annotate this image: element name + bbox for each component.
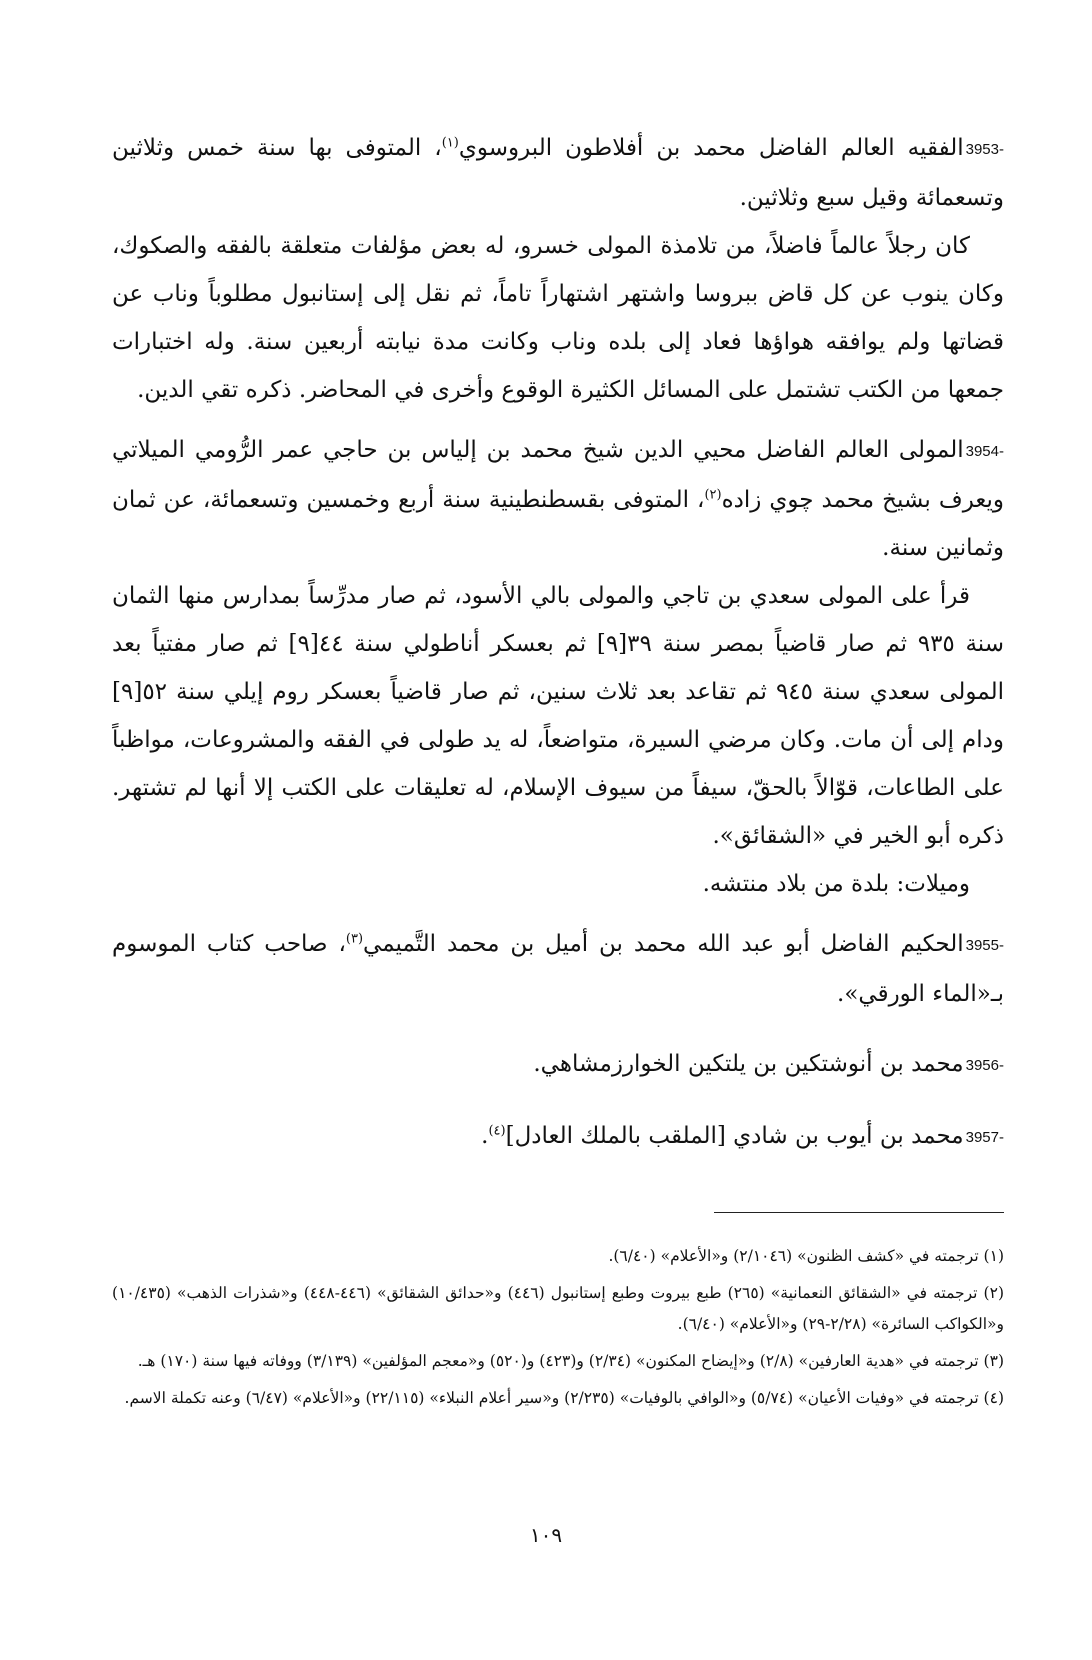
entry-heading — [112, 920, 1004, 1018]
entry-title-rest: ، المتوفى بها سنة خمس وثلاثين وتسعمائة وقيل سبع وثلاثين. — [112, 135, 1004, 211]
footnote-ref[interactable]: (٢) — [704, 487, 722, 503]
entry-title: الفقيه العالم الفاضل محمد بن أفلاطون البروسوي — [458, 135, 964, 161]
footnote: (١) ترجمته في «كشف الظنون» (٢/١٠٤٦) و«الأعلام» (٦/٤٠). — [608, 1247, 1004, 1265]
entry-title-rest: ، صاحب كتاب الموسوم بـ«الماء الورقي». — [112, 931, 1004, 1007]
entry-paragraph: كان رجلاً عالماً فاضلاً، من تلامذة المولى خسرو، له بعض مؤلفات متعلقة بالفقه والصكوك، وكان ينوب عن كل قاض ببروسا واشتهر اشتهاراً تاماً، ثم نقل إلى إستانبول مطلوباً وناب عن قضاتها ولم يوافقه هواؤها فعاد إلى بلده وناب وكانت مدة نيابته أربعين سنة. وله اختبارات جمعها من الكتب تشتمل على المسائل الكثيرة الوقوع وأخرى في المحاضر. ذكره تقي الدين. — [112, 233, 1004, 403]
entry-3957 — [112, 1112, 1004, 1162]
entry-3956 — [112, 1040, 1004, 1090]
entry-title-rest: ، المتوفى بقسطنطينية سنة أربع وخمسين وتسعمائة، عن ثمان وثمانين سنة. — [112, 487, 1004, 561]
footnote-ref[interactable]: (١) — [441, 135, 459, 151]
footnote: (٣) ترجمته في «هدية العارفين» (٢/٨) و«إيضاح المكنون» (٢/٣٤) و(٤٢٣) و(٥٢٠) و«معجم المؤلفين» (٣/١٣٩) ووفاته فيها سنة (١٧٠) هـ. — [137, 1352, 1004, 1370]
entry-3955 — [112, 920, 1004, 1018]
entry-number: 3953- — [965, 141, 1004, 158]
entry-title-rest: . — [481, 1123, 489, 1149]
entry-paragraph: وميلات: بلدة من بلاد منتشه. — [702, 871, 970, 897]
entry-heading — [112, 1040, 1004, 1090]
entry-heading — [112, 124, 1004, 222]
entry-heading — [112, 1112, 1004, 1162]
entry-number: 3956- — [965, 1057, 1004, 1074]
entry-title: محمد بن أنوشتكين بن يلتكين الخوارزمشاهي. — [533, 1051, 964, 1077]
entry-title: الحكيم الفاضل أبو عبد الله محمد بن أميل بن محمد التَّميمي — [363, 931, 964, 957]
page-number: ١٠٩ — [529, 1523, 563, 1547]
entry-number: 3955- — [965, 937, 1004, 954]
footnotes — [112, 1241, 1004, 1414]
footnote: (٤) ترجمته في «وفيات الأعيان» (٥/٧٤) و«الوافي بالوفيات» (٢/٢٣٥) و«سير أعلام النبلاء» (٢٢/١١٥) و«الأعلام» (٦/٤٧) وعنه تكملة الاسم. — [124, 1389, 1004, 1407]
entry-number: 3957- — [965, 1129, 1004, 1146]
footnote-ref[interactable]: (٤) — [488, 1123, 506, 1139]
entry-heading — [112, 426, 1004, 572]
entry-number: 3954- — [965, 443, 1004, 460]
entry-3954 — [112, 426, 1004, 908]
entry-paragraph: قرأ على المولى سعدي بن تاجي والمولى بالي الأسود، ثم صار مدرِّساً بمدارس منها الثمان سنة ٩٣٥ ثم صار قاضياً بمصر سنة ٣٩[٩] ثم بعسكر أناطولي سنة ٤٤[٩] ثم صار مفتياً بعد المولى سعدي سنة ٩٤٥ ثم تقاعد بعد ثلاث سنين، ثم صار قاضياً بعسكر روم إيلي سنة ٥٢[٩] ودام إلى أن مات. وكان مرضي السيرة، متواضعاً، له يد طولى في الفقه والمشروعات، مواظباً على الطاعات، قوّالاً بالحقّ، سيفاً من سيوف الإسلام، له تعليقات على الكتب إلا أنها لم تشتهر. ذكره أبو الخير في «الشقائق». — [112, 583, 1005, 849]
entry-3953 — [112, 124, 1004, 414]
footnote-divider — [714, 1212, 1004, 1213]
footnote-ref[interactable]: (٣) — [345, 931, 364, 947]
entry-title: المولى العالم الفاضل محيي الدين شيخ محمد بن إلياس بن حاجي عمر الرُّومي الميلاتي ويعرف بشيخ محمد چوي زاده — [112, 437, 1004, 513]
footnote: (٢) ترجمته في «الشقائق النعمانية» (٢٦٥) طبع بيروت وطبع إستانبول (٤٤٦) و«حدائق الشقائق» (٤٤٦-٤٤٨) و«شذرات الذهب» (١٠/٤٣٥) و«الكواكب السائرة» (٢/٢٨-٢٩) و«الأعلام» (٦/٤٠). — [112, 1284, 1004, 1333]
entry-title: محمد بن أيوب بن شادي [الملقب بالملك العادل] — [505, 1123, 964, 1149]
